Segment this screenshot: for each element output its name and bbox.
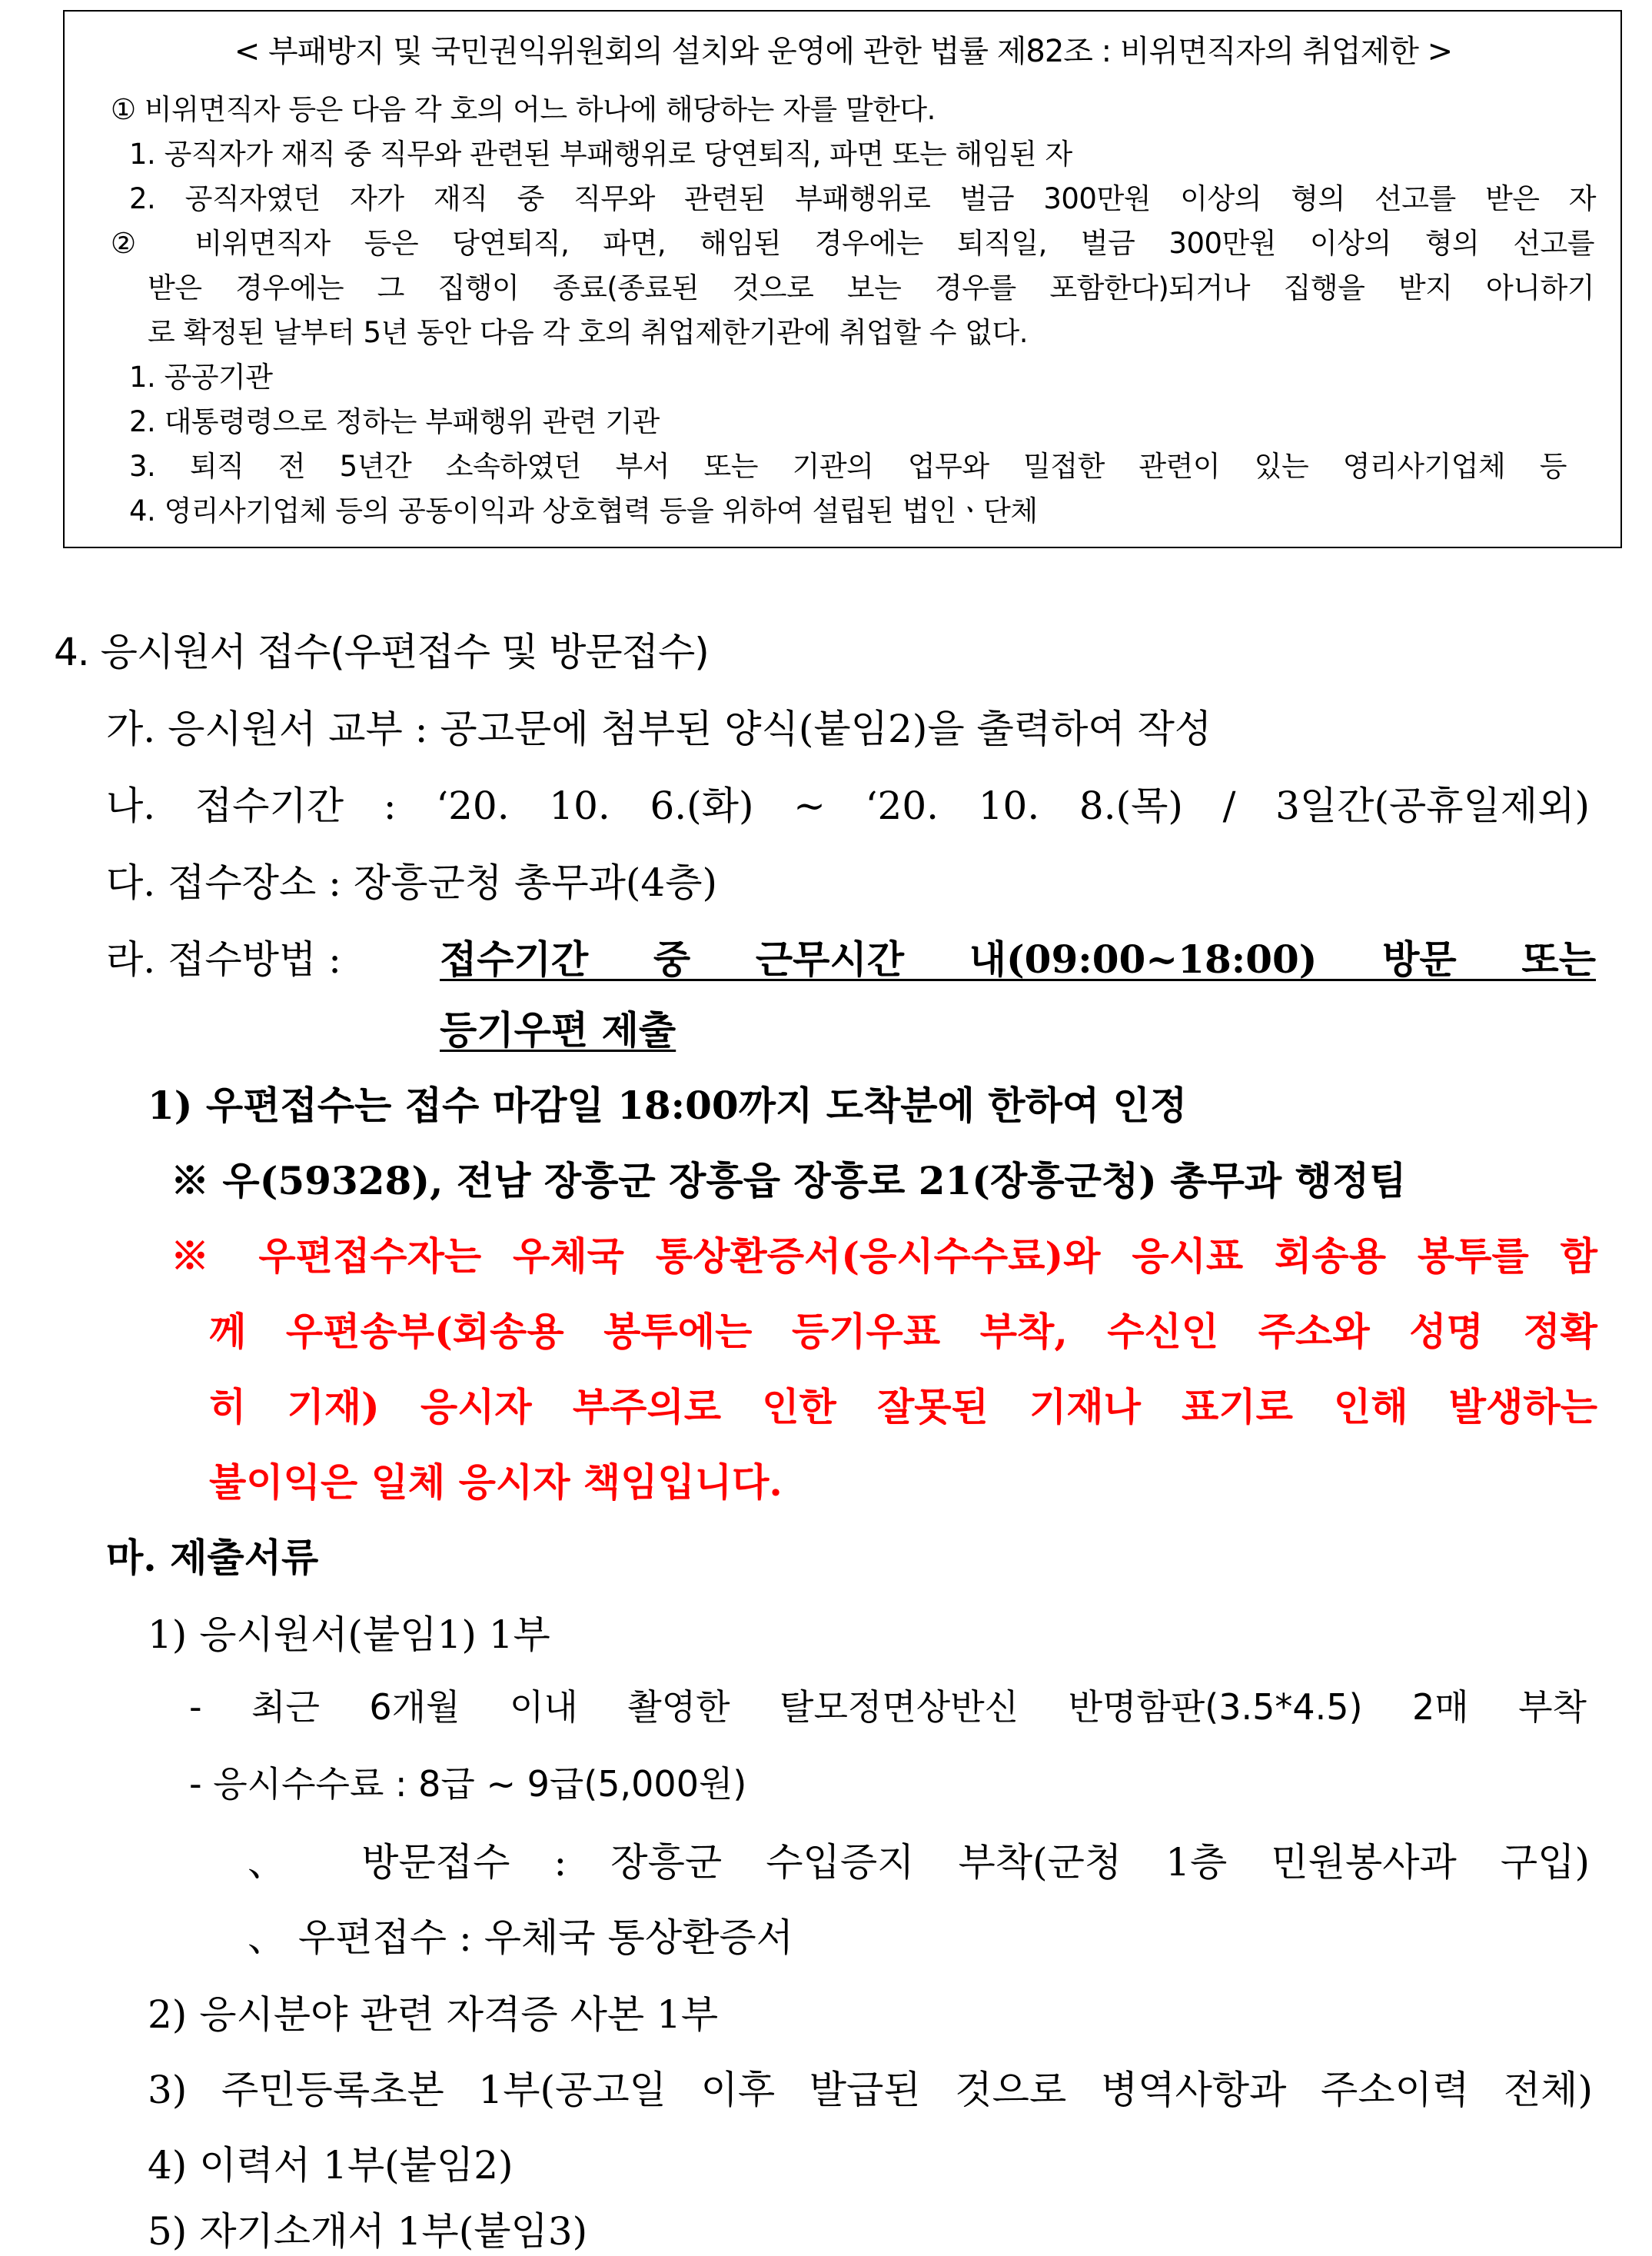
law-excerpt-box	[63, 10, 1622, 548]
doc-5-self-introduction: 5) 자기소개서 1부(붙임3)	[148, 2209, 588, 2254]
doc-2-certificate: 2) 응시분야 관련 자격증 사본 1부	[148, 1992, 719, 2037]
item-ma-heading: 마. 제출서류	[106, 1535, 319, 1580]
law-line-8: 2. 대통령령으로 정하는 부패행위 관련 기관	[129, 405, 660, 438]
law-line-1: ① 비위면직자 등은 다음 각 호의 어느 하나에 해당하는 자를 말한다.	[111, 93, 936, 126]
law-line-6: 로 확정된 날부터 5년 동안 다음 각 호의 취업제한기관에 취업할 수 없다.	[148, 316, 1028, 349]
warning-line-1: ※ 우편접수자는 우체국 통상환증서(응시수수료)와 응시표 회송용 봉투를 함	[171, 1233, 1597, 1279]
law-line-5: 받은 경우에는 그 집행이 종료(종료된 것으로 보는 경우를 포함한다)되거나 집행을 받지 아니하기	[148, 271, 1594, 304]
doc-1-fee-postal: 、 우편접수 : 우체국 통상환증서	[248, 1915, 794, 1960]
law-line-2: 1. 공직자가 재직 중 직무와 관련된 부패행위로 당연퇴직, 파면 또는 해임된 자	[129, 138, 1072, 171]
item-ra-address-note: ※ 우(59328), 전남 장흥군 장흥읍 장흥로 21(장흥군청) 총무과 행정팀	[171, 1158, 1407, 1203]
doc-1-application: 1) 응시원서(붙임1) 1부	[148, 1612, 550, 1657]
warning-line-2: 께 우편송부(회송용 봉투에는 등기우표 부착, 수신인 주소와 성명 정확	[209, 1309, 1597, 1354]
law-line-9: 3. 퇴직 전 5년간 소속하였던 부서 또는 기관의 업무와 밀접한 관련이 있는 영리사기업체 등	[129, 450, 1567, 483]
item-ra-method-line-2: 등기우편 제출	[440, 1007, 676, 1053]
doc-1-photo-requirement: - 최근 6개월 이내 촬영한 탈모정면상반신 반명함판(3.5*4.5) 2매 부착	[189, 1686, 1587, 1728]
law-line-7: 1. 공공기관	[129, 361, 273, 394]
warning-line-4: 불이익은 일체 응시자 책임입니다.	[209, 1459, 783, 1505]
doc-1-fee: - 응시수수료 : 8급 ~ 9급(5,000원)	[189, 1763, 747, 1805]
doc-1-fee-visit: 、 방문접수 : 장흥군 수입증지 부착(군청 1층 민원봉사과 구입)	[248, 1840, 1590, 1885]
law-line-3: 2. 공직자였던 자가 재직 중 직무와 관련된 부패행위로 벌금 300만원 이상의 형의 선고를 받은 자	[129, 182, 1596, 215]
law-line-10: 4. 영리사기업체 등의 공동이익과 상호협력 등을 위하여 설립된 법인ㆍ단체	[129, 494, 1038, 527]
warning-line-3: 히 기재) 응시자 부주의로 인한 잘못된 기재나 표기로 인해 발생하는	[209, 1384, 1597, 1429]
item-ra-label: 라. 접수방법 :	[106, 937, 342, 982]
item-na: 나. 접수기간 : ‘20. 10. 6.(화) ~ ‘20. 10. 8.(목) / 3일간(공휴일제외)	[106, 784, 1590, 828]
item-ra-postal-rule: 1) 우편접수는 접수 마감일 18:00까지 도착분에 한하여 인정	[148, 1083, 1188, 1128]
item-ga: 가. 응시원서 교부 : 공고문에 첨부된 양식(붙임2)을 출력하여 작성	[106, 707, 1212, 751]
doc-4-resume: 4) 이력서 1부(붙임2)	[148, 2143, 514, 2188]
section-4-heading: 4. 응시원서 접수(우편접수 및 방문접수)	[54, 630, 709, 674]
law-box-title: < 부패방지 및 국민권익위원회의 설치와 운영에 관한 법률 제82조 : 비위면직자의 취업제한 >	[234, 34, 1453, 69]
law-line-4: ② 비위면직자 등은 당연퇴직, 파면, 해임된 경우에는 퇴직일, 벌금 300만원 이상의 형의 선고를	[111, 227, 1594, 260]
item-da: 다. 접수장소 : 장흥군청 총무과(4층)	[106, 860, 718, 905]
item-ra-method-line-1: 접수기간 중 근무시간 내(09:00~18:00) 방문 또는	[440, 937, 1596, 982]
doc-3-resident-record: 3) 주민등록초본 1부(공고일 이후 발급된 것으로 병역사항과 주소이력 전체)	[148, 2068, 1593, 2112]
